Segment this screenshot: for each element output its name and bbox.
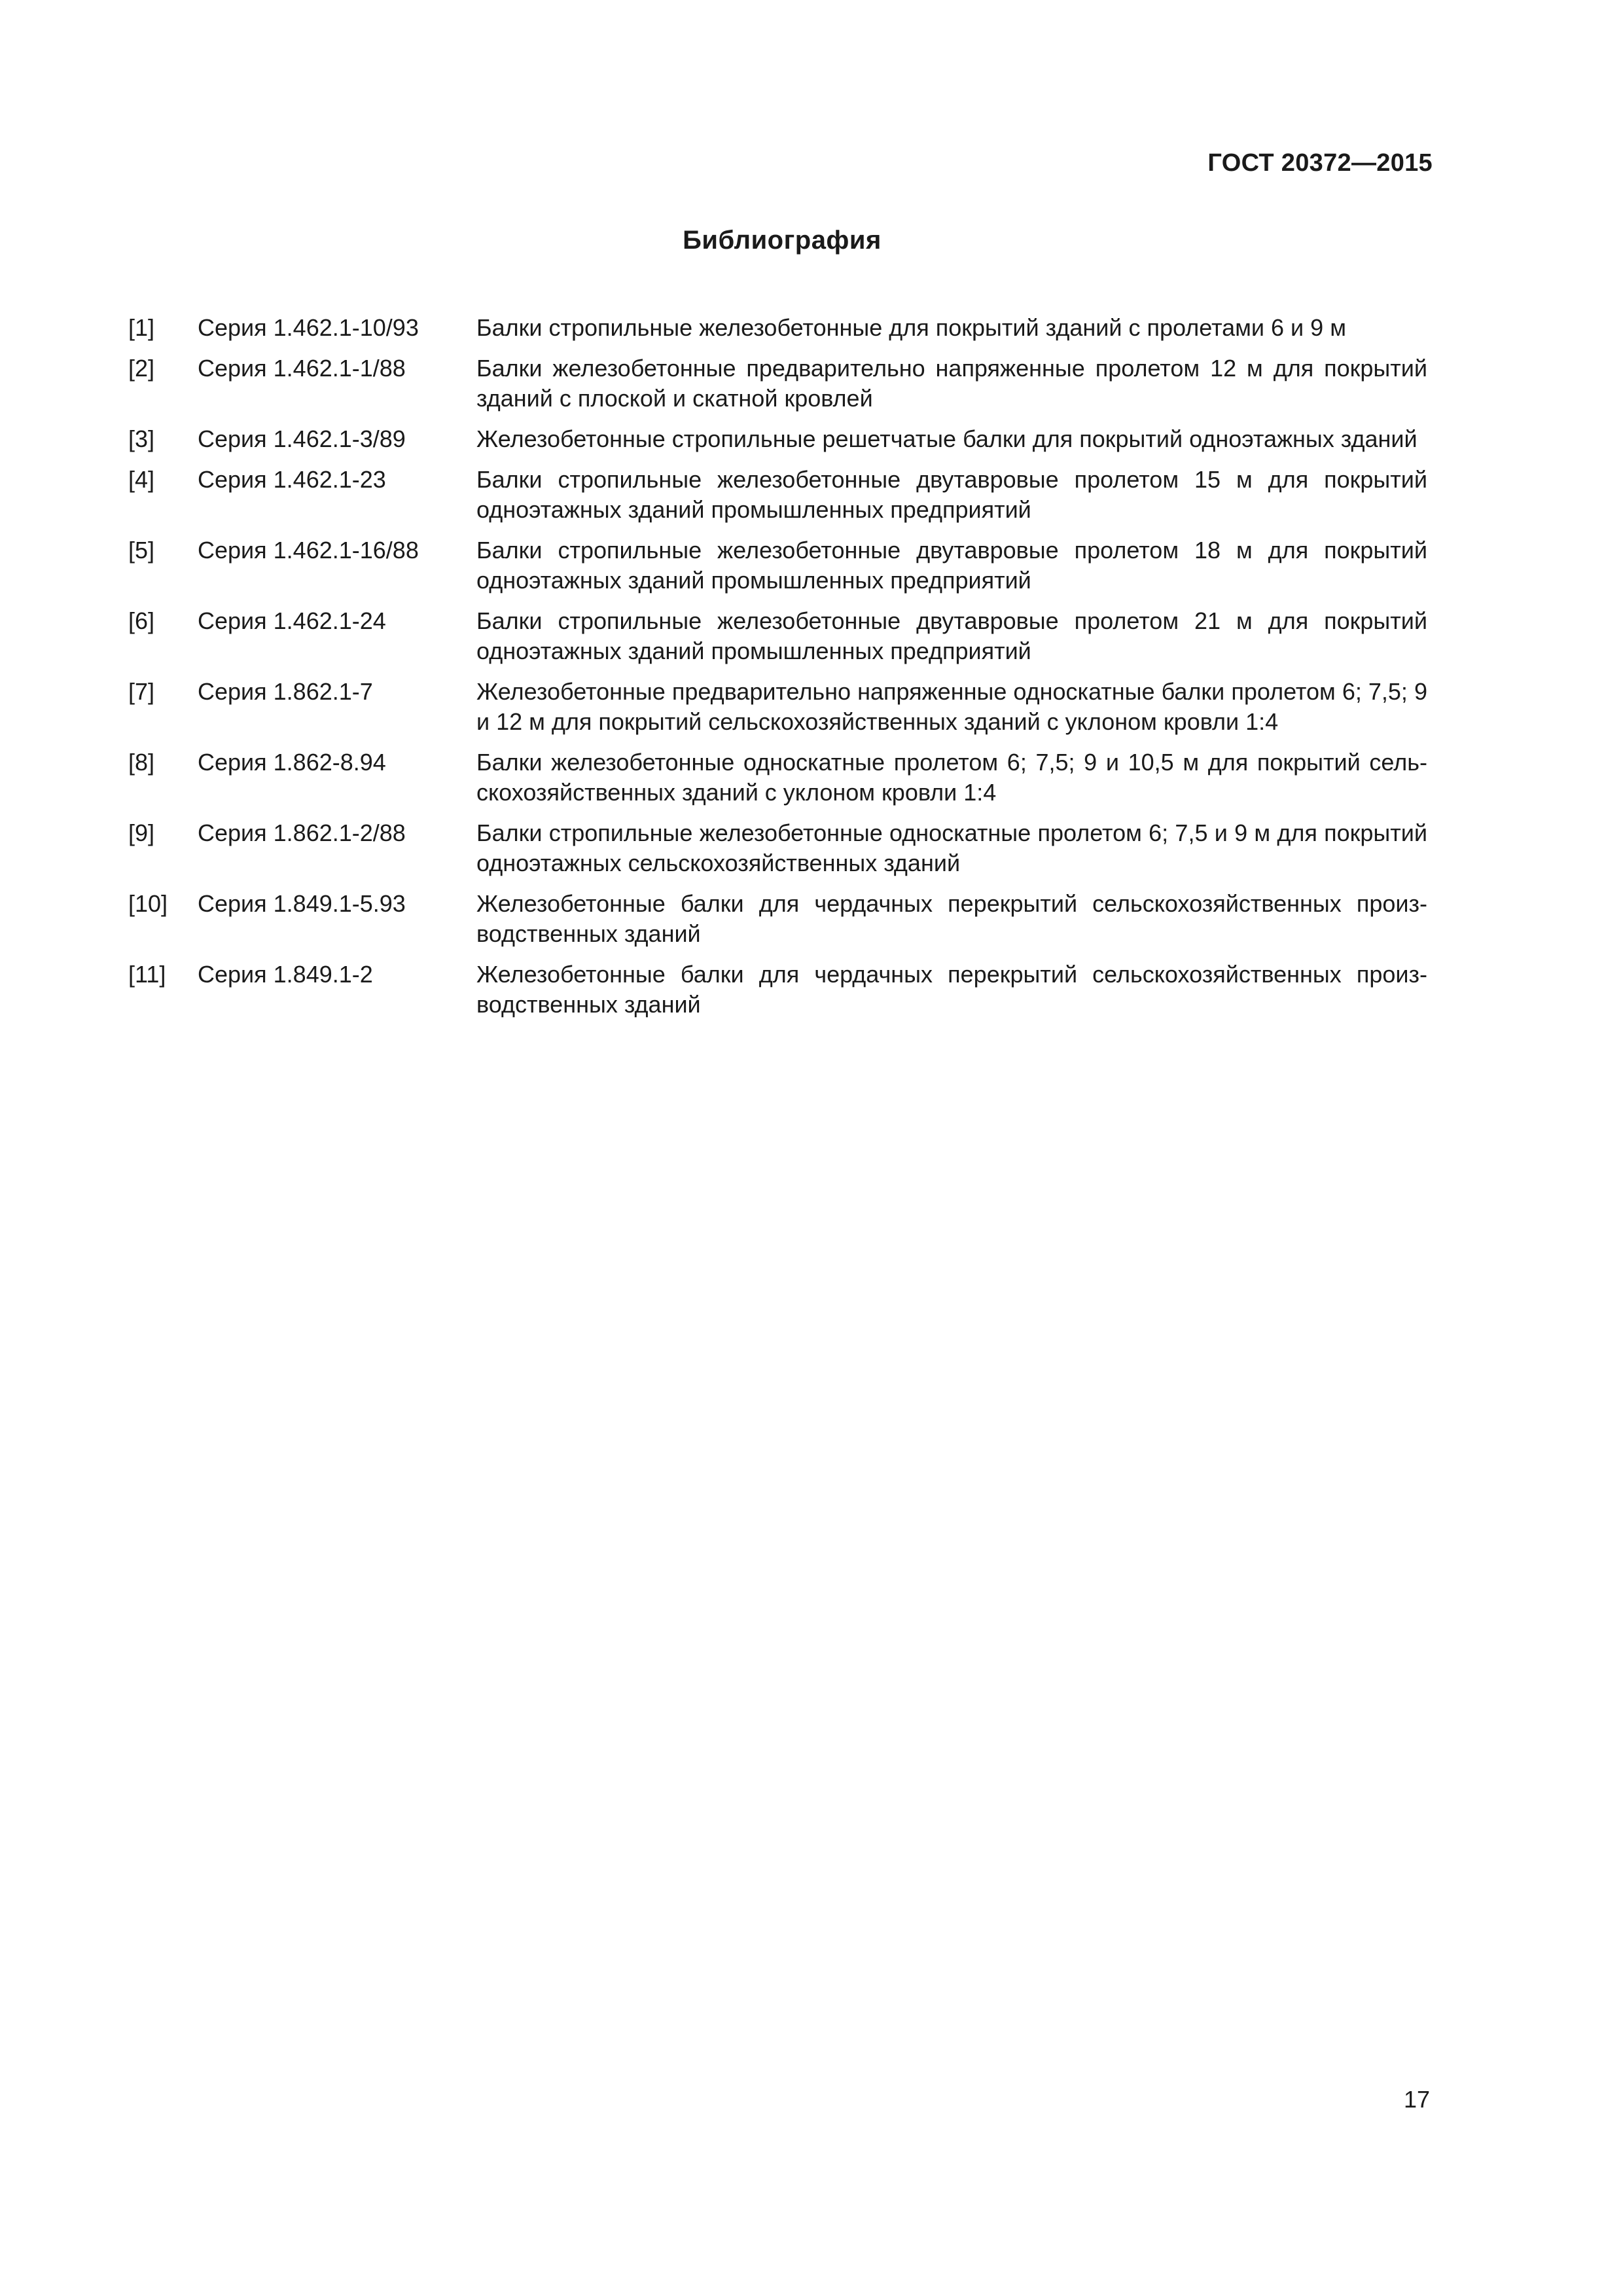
entry-text: Балки железобетонные предварительно напряженные пролетом 12 м для покрытий зданий с плоской и скатной кровлей: [476, 355, 1427, 412]
entry-text: Железобетонные стропильные решетчатые балки для покрытий одноэтажных зданий: [476, 425, 1418, 452]
bibliography-entry-3: [128, 424, 1427, 454]
entry-series: Серия 1.862.1-2/88: [198, 819, 406, 846]
entry-number: [7]: [128, 678, 155, 705]
entry-text: Балки стропильные железобетонные для покрытий зданий с пролетами 6 и 9 м: [476, 314, 1346, 341]
bibliography-entry-8: [128, 747, 1427, 808]
entry-series: Серия 1.462.1-1/88: [198, 355, 406, 382]
entry-series: Серия 1.862.1-7: [198, 678, 373, 705]
bibliography-entry-2: [128, 353, 1427, 414]
bibliography-entry-11: [128, 960, 1427, 1020]
bibliography-entry-6: [128, 606, 1427, 666]
bibliography-entry-4: [128, 465, 1427, 525]
entry-series: Серия 1.849.1-2: [198, 961, 373, 988]
entry-text: Железобетонные балки для чердачных перекрытий сельскохозяйственных производственных зданий: [476, 961, 1427, 1018]
entry-number: [11]: [128, 961, 166, 988]
entry-number: [4]: [128, 466, 155, 493]
entry-number: [2]: [128, 355, 155, 382]
entry-series: Серия 1.462.1-23: [198, 466, 386, 493]
entry-text: Балки стропильные железобетонные двутавровые пролетом 21 м для покрытий одноэтажных зданий промышленных предприятий: [476, 607, 1427, 664]
entry-text: Балки стропильные железобетонные двутавровые пролетом 18 м для покрытий одноэтажных зданий промышленных предприятий: [476, 537, 1427, 594]
entry-series: Серия 1.462.1-3/89: [198, 425, 406, 452]
entry-series: Серия 1.462.1-24: [198, 607, 386, 634]
document-code: ГОСТ 20372—2015: [1207, 149, 1433, 177]
entry-text: Балки стропильные железобетонные двутавровые пролетом 15 м для покрытий одноэтажных зданий промышленных предприятий: [476, 466, 1427, 523]
bibliography-title: Библиография: [683, 226, 882, 255]
entry-number: [5]: [128, 537, 155, 564]
bibliography-entry-1: [128, 313, 1427, 343]
entry-number: [10]: [128, 890, 168, 917]
page-number: 17: [1403, 2086, 1430, 2113]
entry-text: Балки стропильные железобетонные односкатные пролетом 6; 7,5 и 9 м для покрытий одноэтажных сельскохозяйственных зданий: [476, 819, 1427, 876]
entry-text: Железобетонные предварительно напряженные односкатные балки пролетом 6; 7,5; 9 и 12 м для покрытий сельскохозяйственных зданий с уклоном кровли 1:4: [476, 678, 1427, 735]
entry-number: [8]: [128, 749, 155, 776]
entry-number: [3]: [128, 425, 155, 452]
bibliography-list: [128, 313, 1427, 1030]
entry-series: Серия 1.862-8.94: [198, 749, 386, 776]
entry-number: [1]: [128, 314, 155, 341]
bibliography-entry-5: [128, 535, 1427, 596]
bibliography-entry-9: [128, 818, 1427, 878]
bibliography-entry-7: [128, 677, 1427, 737]
entry-series: Серия 1.849.1-5.93: [198, 890, 406, 917]
bibliography-entry-10: [128, 889, 1427, 949]
entry-number: [6]: [128, 607, 155, 634]
entry-text: Балки железобетонные односкатные пролетом 6; 7,5; 9 и 10,5 м для покрытий сельскохозяйственных зданий с уклоном кровли 1:4: [476, 749, 1427, 806]
entry-text: Железобетонные балки для чердачных перекрытий сельскохозяйственных производственных зданий: [476, 890, 1427, 947]
entry-series: Серия 1.462.1-10/93: [198, 314, 419, 341]
entry-series: Серия 1.462.1-16/88: [198, 537, 419, 564]
entry-number: [9]: [128, 819, 155, 846]
